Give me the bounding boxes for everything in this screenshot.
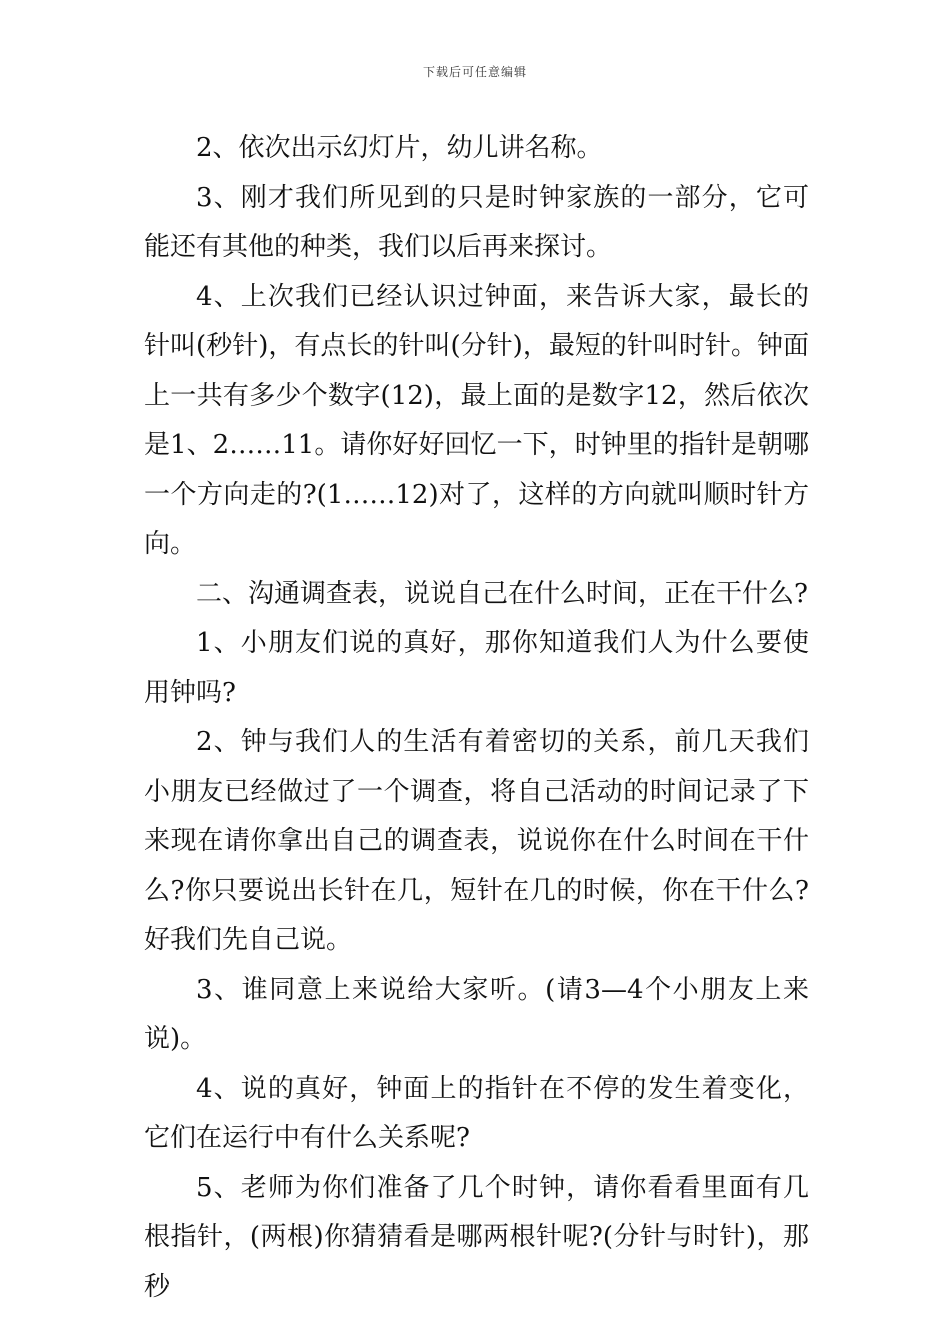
paragraph: 5、老师为你们准备了几个时钟，请你看看里面有几根指针，(两根)你猜猜看是哪两根针呢?(分针与时针)，那秒 <box>144 1172 809 1302</box>
paragraph: 4、说的真好，钟面上的指针在不停的发生着变化，它们在运行中有什么关系呢? <box>144 1073 809 1153</box>
page-header: 下载后可任意编辑 <box>422 65 527 79</box>
paragraph: 4、上次我们已经认识过钟面，来告诉大家，最长的针叫(秒针)，有点长的针叫(分针)，最短的针叫时针。钟面上一共有多少个数字(12)，最上面的是数字12，然后依次是1、2……11。请你好好回忆一下，时钟里的指针是朝哪一个方向走的?(1……12)对了，这样的方向就叫顺时针方向。 <box>144 281 809 559</box>
document-body <box>144 124 809 1312</box>
paragraph: 3、谁同意上来说给大家听。(请3—4个小朋友上来说)。 <box>144 974 809 1054</box>
section-heading: 二、沟通调查表，说说自己在什么时间，正在干什么? <box>196 578 808 609</box>
paragraph: 2、依次出示幻灯片，幼儿讲名称。 <box>196 133 603 163</box>
paragraph: 2、钟与我们人的生活有着密切的关系，前几天我们小朋友已经做过了一个调查，将自己活动的时间记录了下来现在请你拿出自己的调查表，说说你在什么时间在干什么?你只要说出长针在几，短针在几的时候，你在干什么?好我们先自己说。 <box>144 727 809 955</box>
paragraph: 1、小朋友们说的真好，那你知道我们人为什么要使用钟吗? <box>144 628 809 708</box>
paragraph: 3、刚才我们所见到的只是时钟家族的一部分，它可能还有其他的种类，我们以后再来探讨。 <box>144 182 809 262</box>
